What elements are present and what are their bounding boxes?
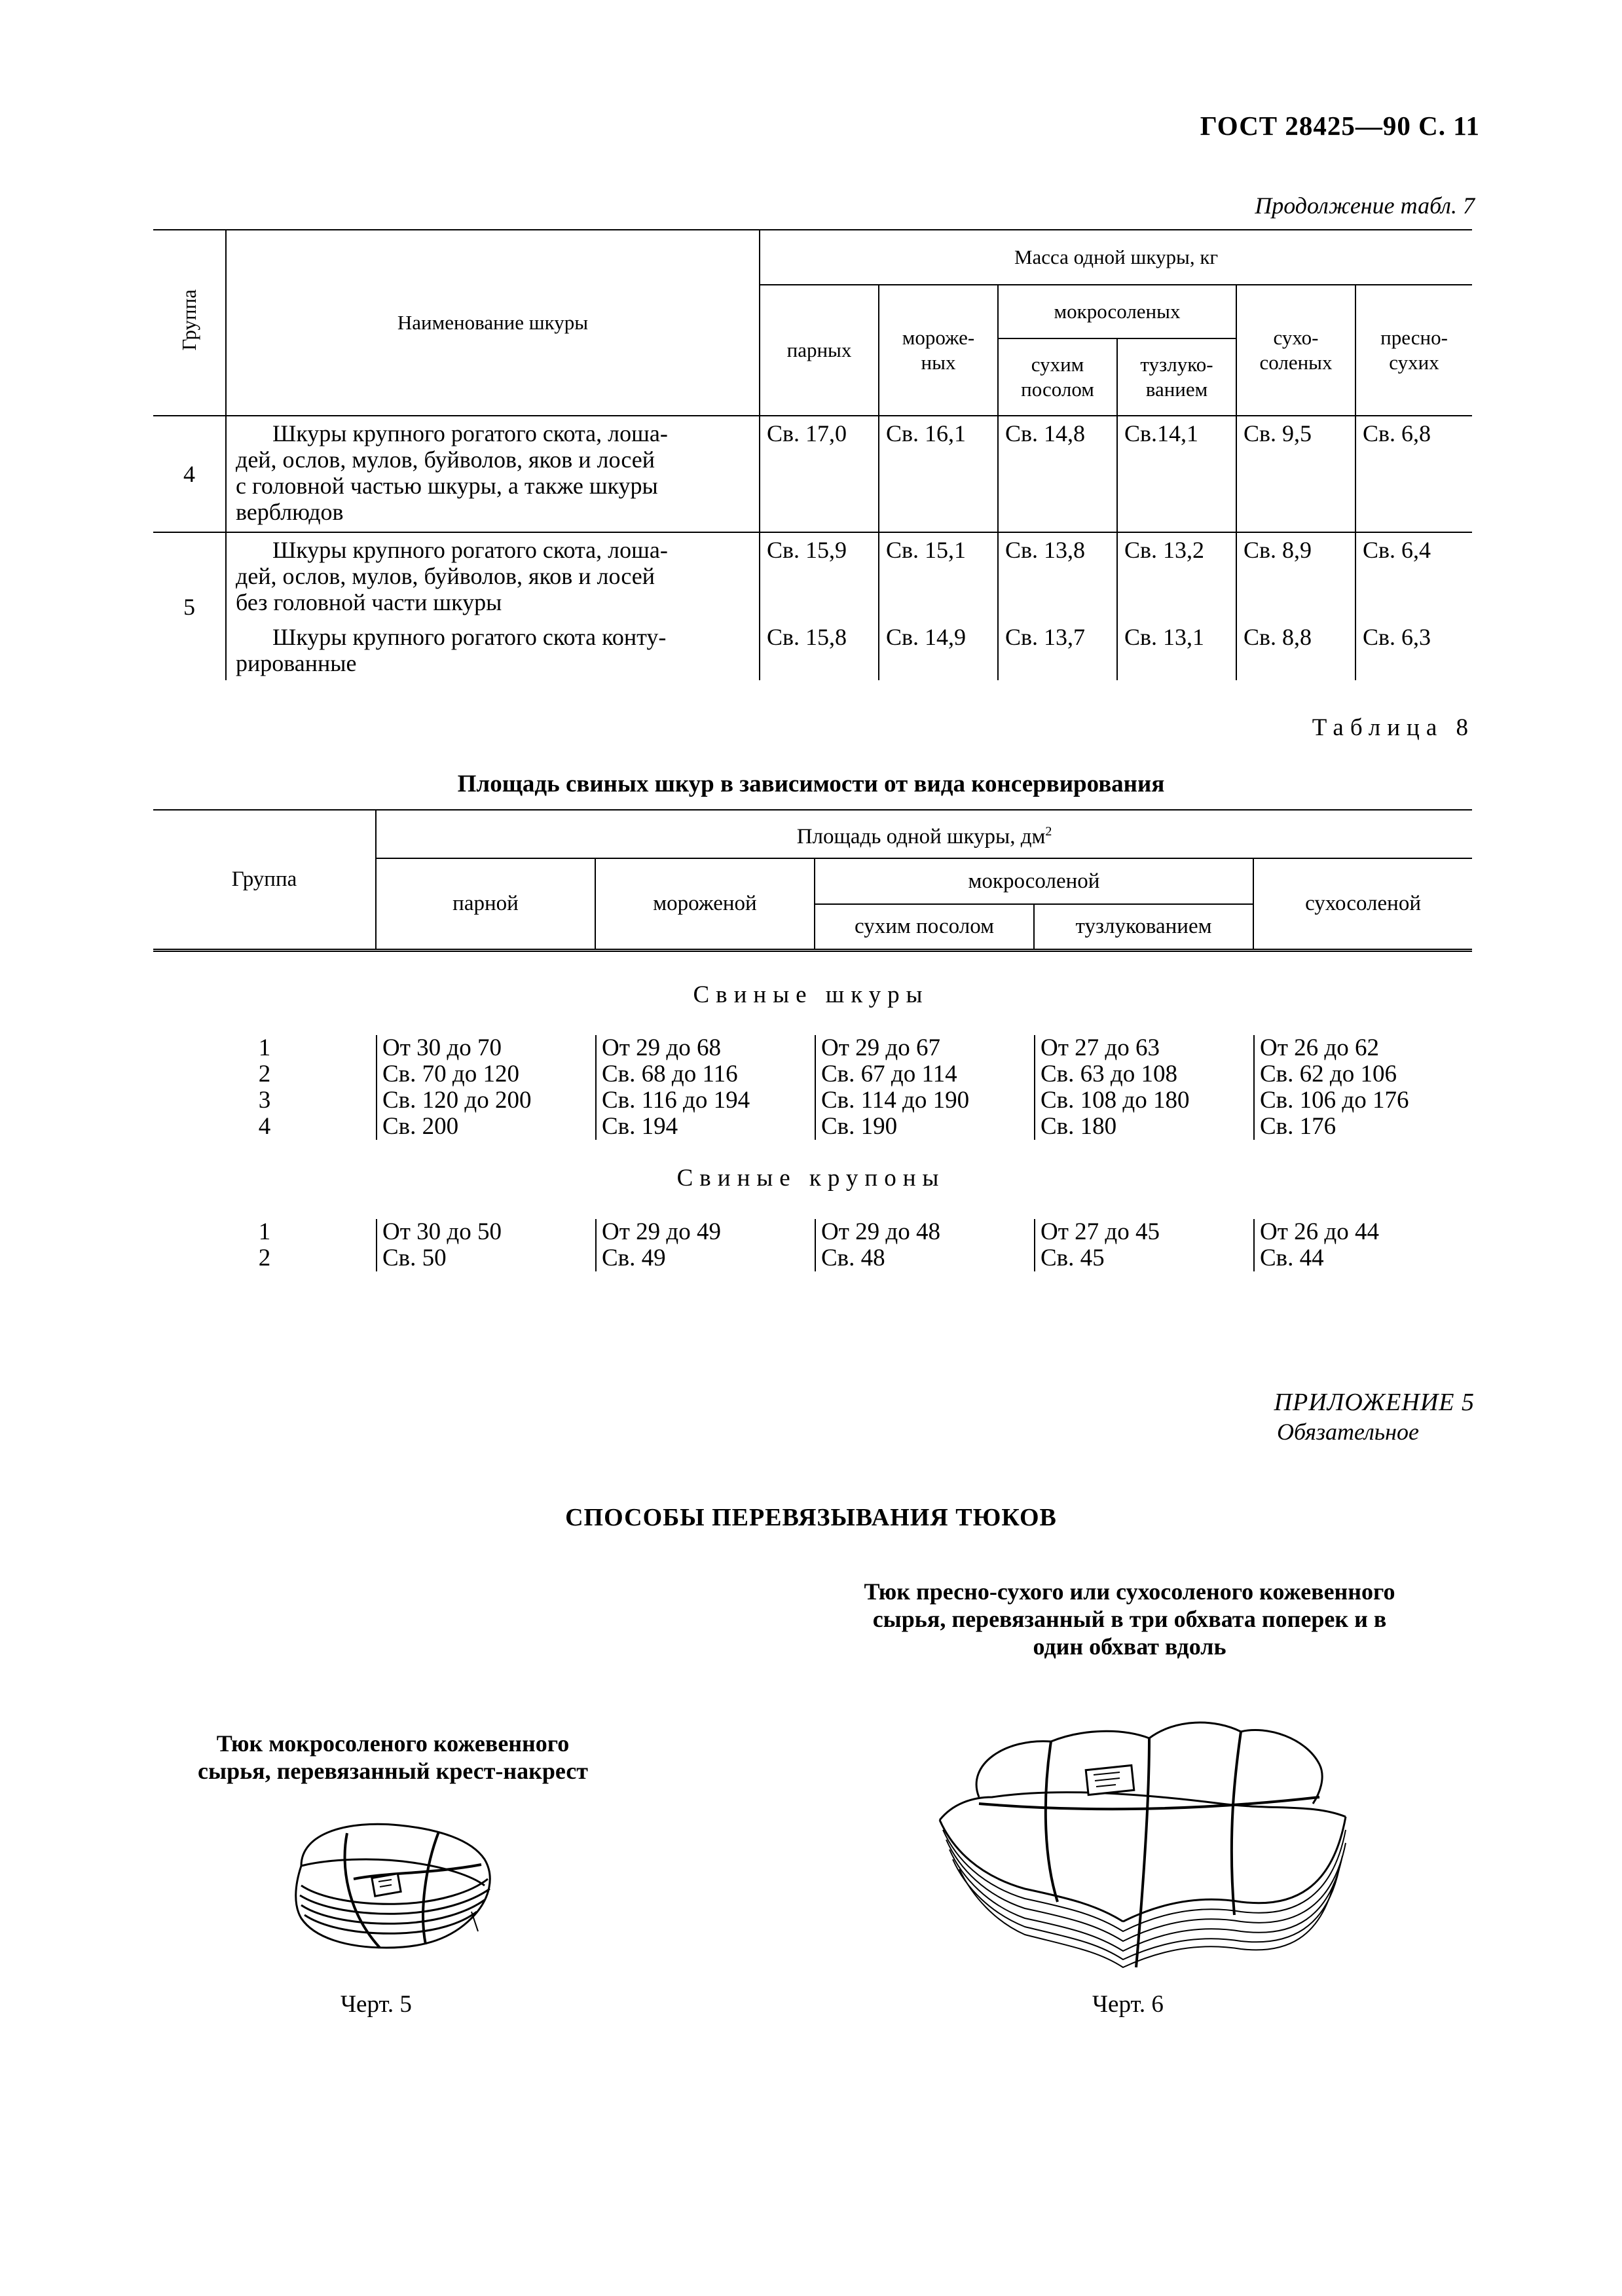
section-title: Свиные шкуры	[693, 981, 929, 1008]
value-cell: Св. 9,5	[1236, 416, 1355, 532]
name-header: Наименование шкуры	[226, 230, 760, 416]
name-cell: Шкуры крупного рогатого скота, лоша- дей, ослов, мулов, буйволов, яков и лосей без головной части шкуры	[226, 532, 760, 620]
value-cell: Св. 8,9	[1236, 532, 1355, 620]
value-column: От 29 до 67 Св. 67 до 114 Св. 114 до 190 Св. 190	[815, 1035, 969, 1140]
mokro-header: мокросоленых	[998, 285, 1236, 338]
tuzluk-header: тузлукованием	[1034, 904, 1253, 950]
group-header: Группа	[153, 810, 376, 950]
value-cell: Св. 6,3	[1355, 620, 1472, 680]
value-column: От 30 до 50 Св. 50	[376, 1219, 502, 1271]
area-header: Площадь одной шкуры, $дм^2$	[376, 810, 1472, 858]
value-cell: Св. 13,7	[998, 620, 1117, 680]
appendix-title: СПОСОБЫ ПЕРЕВЯЗЫВАНИЯ ТЮКОВ	[565, 1504, 1057, 1531]
appendix-status: Обязательное	[1277, 1419, 1419, 1445]
section-data	[153, 1035, 1472, 1142]
tuzluk-header: тузлуко- ванием	[1117, 338, 1236, 416]
value-column: От 30 до 70 Св. 70 до 120 Св. 120 до 200 Св. 200	[376, 1035, 531, 1140]
figure-6-label: Черт. 6	[1092, 1991, 1164, 2018]
value-column: От 29 до 68 Св. 68 до 116 Св. 116 до 194 Св. 194	[595, 1035, 750, 1140]
value-cell: Св. 8,8	[1236, 620, 1355, 680]
mokro-header: мокросоленой	[815, 858, 1253, 904]
name-cell: Шкуры крупного рогатого скота конту- рированные	[226, 620, 760, 680]
value-cell: Св. 17,0	[760, 416, 879, 532]
bale-crosswise-illustration	[275, 1813, 511, 1964]
morozh-header: мороже- ных	[879, 285, 998, 416]
table-continuation-label: Продолжение табл. 7	[1255, 192, 1475, 219]
parnyh-header: парных	[760, 285, 879, 416]
suho-header: сухосоленой	[1253, 858, 1472, 950]
group-column: 1 2	[258, 1218, 271, 1271]
morozh-header: мороженой	[595, 858, 815, 950]
table-8-label: Таблица 8	[1312, 714, 1475, 741]
value-column: От 27 до 45 Св. 45	[1034, 1219, 1160, 1271]
suhim-header: сухим посолом	[998, 338, 1117, 416]
value-column: От 27 до 63 Св. 63 до 108 Св. 108 до 180 Св. 180	[1034, 1035, 1189, 1140]
value-column: От 26 до 44 Св. 44	[1253, 1219, 1379, 1271]
value-cell: Св. 15,1	[879, 532, 998, 620]
group-cell: 5	[183, 593, 195, 620]
section-title: Свиные крупоны	[676, 1165, 946, 1192]
name-cell: Шкуры крупного рогатого скота, лоша- дей, ослов, мулов, буйволов, яков и лосей с головной частью шкуры, а также шкуры верблюдов	[226, 416, 760, 532]
suho-header: сухо- соленых	[1236, 285, 1355, 416]
group-column: 1 2 3 4	[258, 1034, 271, 1140]
table-8-title: Площадь свиных шкур в зависимости от вида консервирования	[457, 771, 1165, 797]
bale-three-straps-illustration	[927, 1705, 1359, 1980]
value-cell: Св. 13,2	[1117, 532, 1236, 620]
value-cell: Св.14,1	[1117, 416, 1236, 532]
value-column: От 26 до 62 Св. 62 до 106 Св. 106 до 176 Св. 176	[1253, 1035, 1409, 1140]
value-column: От 29 до 49 Св. 49	[595, 1219, 721, 1271]
value-cell: Св. 15,8	[760, 620, 879, 680]
value-cell: Св. 16,1	[879, 416, 998, 532]
value-cell: Св. 14,9	[879, 620, 998, 680]
figure-5-caption: Тюк мокросоленого кожевенного сырья, перевязанный крест-накрест	[197, 1730, 588, 1784]
value-cell: Св. 13,8	[998, 532, 1117, 620]
suhim-header: сухим посолом	[815, 904, 1034, 950]
figure-5-label: Черт. 5	[341, 1991, 412, 2018]
table-7	[153, 229, 1472, 680]
figure-6-caption: Тюк пресно-сухого или сухосоленого кожевенного сырья, перевязанный в три обхвата поперек и в один обхват вдоль	[864, 1578, 1395, 1660]
value-cell: Св. 6,4	[1355, 532, 1472, 620]
document-code: ГОСТ 28425—90 С. 11	[1200, 111, 1480, 141]
group-header: Группа	[153, 230, 226, 416]
section-data	[153, 1219, 1472, 1274]
mass-header: Масса одной шкуры, кг	[760, 230, 1472, 285]
table-8	[153, 809, 1472, 952]
appendix-label: ПРИЛОЖЕНИЕ 5	[1274, 1389, 1475, 1416]
value-cell: Св. 13,1	[1117, 620, 1236, 680]
parnoy-header: парной	[376, 858, 595, 950]
value-cell: Св. 6,8	[1355, 416, 1472, 532]
value-cell: Св. 14,8	[998, 416, 1117, 532]
value-column: От 29 до 48 Св. 48	[815, 1219, 940, 1271]
value-cell: Св. 15,9	[760, 532, 879, 620]
group-cell: 4	[153, 416, 226, 532]
presno-header: пресно- сухих	[1355, 285, 1472, 416]
